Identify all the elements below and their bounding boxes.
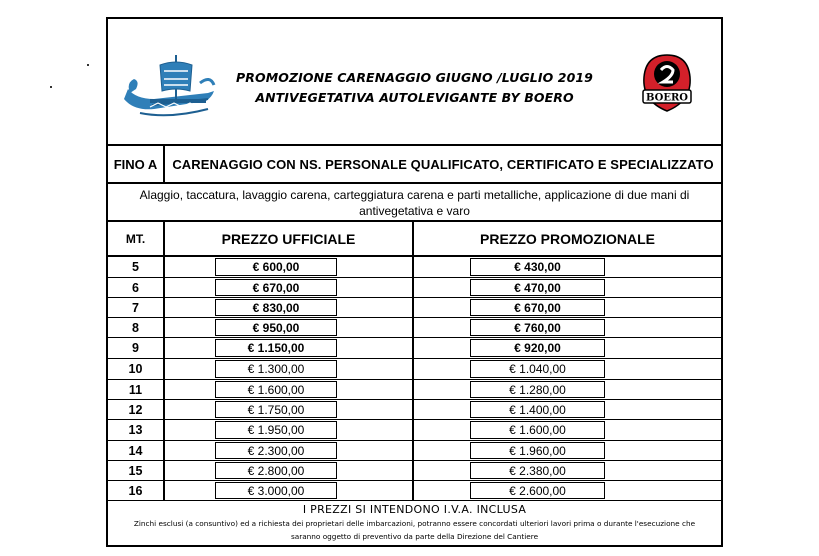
ship-logo-icon bbox=[120, 49, 218, 121]
official-price-cell bbox=[165, 481, 414, 500]
row-mt: 13 bbox=[108, 420, 165, 440]
official-price: € 670,00 bbox=[215, 279, 337, 296]
promo-price-cell bbox=[414, 380, 721, 399]
promo-price-cell bbox=[414, 298, 721, 317]
table-row bbox=[108, 441, 721, 461]
official-price: € 2.800,00 bbox=[215, 462, 337, 479]
promo-price: € 2.380,00 bbox=[470, 462, 605, 479]
table-row bbox=[108, 298, 721, 318]
table-row bbox=[108, 380, 721, 400]
header-official-price: PREZZO UFFICIALE bbox=[165, 222, 414, 255]
row-mt: 11 bbox=[108, 380, 165, 399]
row-mt: 6 bbox=[108, 278, 165, 297]
promo-price-cell bbox=[414, 318, 721, 337]
promo-price: € 1.400,00 bbox=[470, 401, 605, 418]
official-price-cell bbox=[165, 420, 414, 440]
table-row bbox=[108, 257, 721, 278]
price-table bbox=[108, 257, 721, 501]
promo-price: € 470,00 bbox=[470, 279, 605, 296]
official-price-cell bbox=[165, 257, 414, 277]
promo-price: € 2.600,00 bbox=[470, 482, 605, 499]
description-line-2: antivegetativa e varo bbox=[359, 204, 470, 218]
official-price: € 830,00 bbox=[215, 299, 337, 316]
row-mt: 15 bbox=[108, 461, 165, 480]
footer-note-line-2: saranno oggetto di preventivo da parte della Direzione del Cantiere bbox=[290, 532, 539, 541]
table-row bbox=[108, 278, 721, 298]
promo-price-cell bbox=[414, 257, 721, 277]
table-row bbox=[108, 359, 721, 380]
official-price-cell bbox=[165, 380, 414, 399]
stray-dot bbox=[87, 64, 89, 66]
table-row bbox=[108, 481, 721, 501]
title-line-1: PROMOZIONE CARENAGGIO GIUGNO /LUGLIO 2019 bbox=[236, 70, 593, 85]
title-block bbox=[226, 68, 603, 108]
promo-price-cell bbox=[414, 420, 721, 440]
promo-price: € 1.040,00 bbox=[470, 360, 605, 378]
promo-price-cell bbox=[414, 481, 721, 500]
header bbox=[108, 19, 721, 146]
promo-price: € 920,00 bbox=[470, 339, 605, 357]
row-mt: 9 bbox=[108, 338, 165, 358]
service-row bbox=[108, 146, 721, 184]
official-price: € 1.300,00 bbox=[215, 360, 337, 378]
promo-price: € 670,00 bbox=[470, 299, 605, 316]
official-price: € 1.150,00 bbox=[215, 339, 337, 357]
official-price-cell bbox=[165, 441, 414, 460]
service-title: CARENAGGIO CON NS. PERSONALE QUALIFICATO, CERTIFICATO E SPECIALIZZATO bbox=[172, 156, 714, 172]
stray-dot bbox=[50, 86, 52, 88]
promo-price-cell bbox=[414, 338, 721, 358]
row-mt: 5 bbox=[108, 257, 165, 277]
official-price-cell bbox=[165, 461, 414, 480]
official-price-cell bbox=[165, 298, 414, 317]
row-mt: 14 bbox=[108, 441, 165, 460]
footer-note-line-1: Zinchi esclusi (a consuntivo) ed a richiesta dei proprietari delle imbarcazioni, potranno essere concordati ulteriori lavori prima o durante l'esecuzione che bbox=[133, 519, 696, 528]
boero-logo-icon bbox=[636, 53, 698, 113]
price-sheet bbox=[106, 17, 723, 547]
promo-price-cell bbox=[414, 359, 721, 379]
header-promo-price: PREZZO PROMOZIONALE bbox=[480, 230, 655, 247]
promo-price: € 1.960,00 bbox=[470, 442, 605, 459]
description-line-1: Alaggio, taccatura, lavaggio carena, carteggiatura carena e parti metalliche, applicazione di due mani di bbox=[139, 188, 690, 202]
fino-label: FINO A bbox=[108, 146, 165, 182]
table-row bbox=[108, 400, 721, 420]
official-price-cell bbox=[165, 338, 414, 358]
table-header bbox=[108, 222, 721, 257]
promo-price: € 760,00 bbox=[470, 319, 605, 336]
official-price: € 2.300,00 bbox=[215, 442, 337, 459]
row-mt: 8 bbox=[108, 318, 165, 337]
boero-logo-text: BOERO bbox=[646, 92, 688, 104]
table-row bbox=[108, 318, 721, 338]
official-price: € 600,00 bbox=[215, 258, 337, 276]
official-price: € 1.600,00 bbox=[215, 381, 337, 398]
iva-note: I PREZZI SI INTENDONO I.V.A. INCLUSA bbox=[302, 503, 527, 516]
promo-price-cell bbox=[414, 461, 721, 480]
promo-price: € 1.280,00 bbox=[470, 381, 605, 398]
promo-price-cell bbox=[414, 441, 721, 460]
footer bbox=[108, 501, 721, 545]
row-mt: 12 bbox=[108, 400, 165, 419]
official-price-cell bbox=[165, 359, 414, 379]
official-price: € 1.950,00 bbox=[215, 421, 337, 439]
promo-price: € 430,00 bbox=[470, 258, 605, 276]
promo-price: € 1.600,00 bbox=[470, 421, 605, 439]
row-mt: 10 bbox=[108, 359, 165, 379]
service-description bbox=[108, 184, 721, 222]
official-price-cell bbox=[165, 400, 414, 419]
table-row bbox=[108, 420, 721, 441]
official-price: € 1.750,00 bbox=[215, 401, 337, 418]
official-price: € 3.000,00 bbox=[215, 482, 337, 499]
row-mt: 16 bbox=[108, 481, 165, 500]
official-price-cell bbox=[165, 278, 414, 297]
promo-price-cell bbox=[414, 278, 721, 297]
title-line-2: ANTIVEGETATIVA AUTOLEVIGANTE BY BOERO bbox=[255, 90, 574, 105]
official-price-cell bbox=[165, 318, 414, 337]
table-row bbox=[108, 338, 721, 359]
header-mt: MT. bbox=[108, 222, 165, 255]
table-row bbox=[108, 461, 721, 481]
promo-price-cell bbox=[414, 400, 721, 419]
official-price: € 950,00 bbox=[215, 319, 337, 336]
row-mt: 7 bbox=[108, 298, 165, 317]
